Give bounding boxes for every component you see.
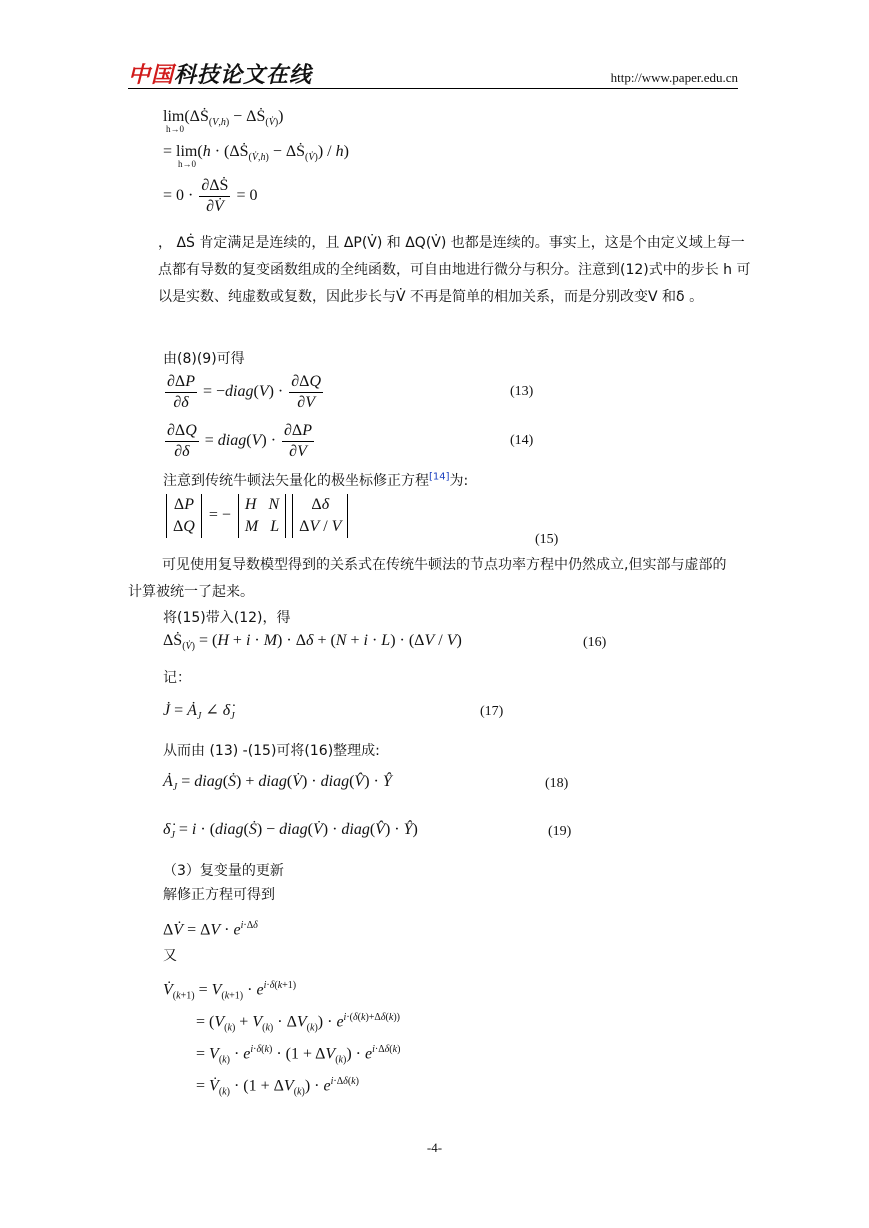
- equation-18: $Ȧ_J$ = diag(Ṡ) + diag(V̇) · diag(V̂) · Ŷ: [163, 773, 392, 794]
- update-equation-line-1: $V̇_{(k+1)} = V_{(k+1)} \cdot e^{i\cdot\delta(k+1)}$: [163, 980, 297, 1002]
- section-heading-update: （3）复变量的更新: [163, 863, 284, 879]
- header-url[interactable]: http://www.paper.edu.cn: [610, 70, 738, 85]
- equation-number-17: (17): [480, 704, 504, 719]
- logo-black-text: 科技论文在线: [174, 63, 313, 88]
- equation-17: J̇ = $Ȧ_J$ ∠ $\deltȧ_J$: [163, 702, 235, 723]
- paragraph-continuity: ， ΔṠ 肯定满足是连续的，且 ΔP(V̇) 和 ΔQ(V̇) 也都是连续的。事实上，这是个由定义域上每一点都有导数的复变函数组成的全纯函数，可自由地进行微分与积分。注意到(12)式中的步长 h 可以是实数、纯虚数或复数，因此步长与V̇ 不再是简单的相加关系，而是分别改变V 和δ 。: [158, 235, 751, 305]
- equation-number-18: (18): [545, 776, 569, 791]
- equation-number-16: (16): [583, 635, 607, 650]
- equation-number-19: (19): [548, 824, 572, 839]
- header-rule: [128, 88, 738, 89]
- lim-subscript-2: h→0: [178, 159, 196, 170]
- limit-equation-line-3: = 0 · $\frac{\text{∂ΔṠ}}{\partial V̇}$ = 0: [163, 177, 258, 215]
- citation-14[interactable]: [14]: [429, 471, 450, 483]
- equation-19: $\deltȧ_J = i$ · (diag(Ṡ) − diag(V̇) · diag(V̂) · Ŷ): [163, 821, 418, 842]
- paragraph-conclusion: 可见使用复导数模型得到的关系式在传统牛顿法的节点功率方程中仍然成立,但实部与虚部的计算被统一了起来。: [128, 557, 727, 600]
- equation-number-14: (14): [510, 433, 534, 448]
- update-equation-line-3: = $V_{(k)} \cdot e^{i\cdot\delta(k)} \cdot (1 + \Delta V_{(k)}) \cdot e^{i\cdot\Delta\delta(k)}$: [196, 1044, 401, 1066]
- limit-equation-line-2: = lim(h · (ΔṠ$_{(V̇,h)}$ − ΔṠ$_{(V̇)}$) / h) h→0: [163, 143, 349, 170]
- update-equation-line-4: = $V̇_{(k)} \cdot (1 + \Delta V_{(k)}) \cdot e^{i\cdot\Delta\delta(k)}$: [196, 1076, 359, 1098]
- paragraph-denote: 记：: [163, 670, 191, 686]
- equation-15-matrix: ΔP ΔQ = − H N M LΔδ ΔV / V: [163, 494, 351, 538]
- journal-logo: [128, 58, 312, 89]
- paragraph-polar-end: 为:: [449, 473, 469, 489]
- equation-13: $\frac{\partial\Delta P}{\partial\delta}$ = −diag(V) · $\frac{\partial\Delta Q}{\partial V}$: [167, 373, 322, 411]
- paragraph-polar-equation: [163, 470, 468, 490]
- paragraph-solve: 解修正方程可得到: [163, 887, 275, 903]
- logo-red-text: 中国: [128, 63, 175, 88]
- equation-number-13: (13): [510, 384, 534, 399]
- paragraph-rearrange: 从而由 (13) -(15)可将(16)整理成:: [163, 743, 380, 759]
- equation-number-15: (15): [535, 532, 559, 547]
- equation-delta-v: ΔV̇ = $\Delta V \cdot e^{i\cdot\Delta\delta}$: [163, 920, 258, 939]
- paragraph-also: 又: [163, 948, 177, 964]
- lim-subscript-1: h→0: [166, 124, 184, 135]
- paragraph-derive: 由(8)(9)可得: [163, 351, 245, 367]
- paragraph-substitute: 将(15)带入(12)，得: [163, 610, 291, 626]
- equation-16: ΔṠ$_{(V̇)}$ = (H + i · M) · Δδ + (N + i · L) · (ΔV / V): [163, 632, 462, 653]
- update-equation-line-2: = $(V_{(k)} + V_{(k)} \cdot \Delta V_{(k)}) \cdot e^{i\cdot(\delta(k)+\Delta\delta(k))}$: [196, 1012, 400, 1034]
- paragraph-polar-text: 注意到传统牛顿法矢量化的极坐标修正方程: [163, 473, 429, 489]
- limit-equation-line-1: lim(ΔṠ$_{(V,h)}$ − ΔṠ$_{(V̇)}$) h→0: [163, 108, 284, 135]
- page-number: -4-: [426, 1140, 443, 1155]
- equation-14: $\frac{\partial\Delta Q}{\partial\delta}$ = diag(V) · $\frac{\partial\Delta P}{\partial V}$: [167, 422, 312, 460]
